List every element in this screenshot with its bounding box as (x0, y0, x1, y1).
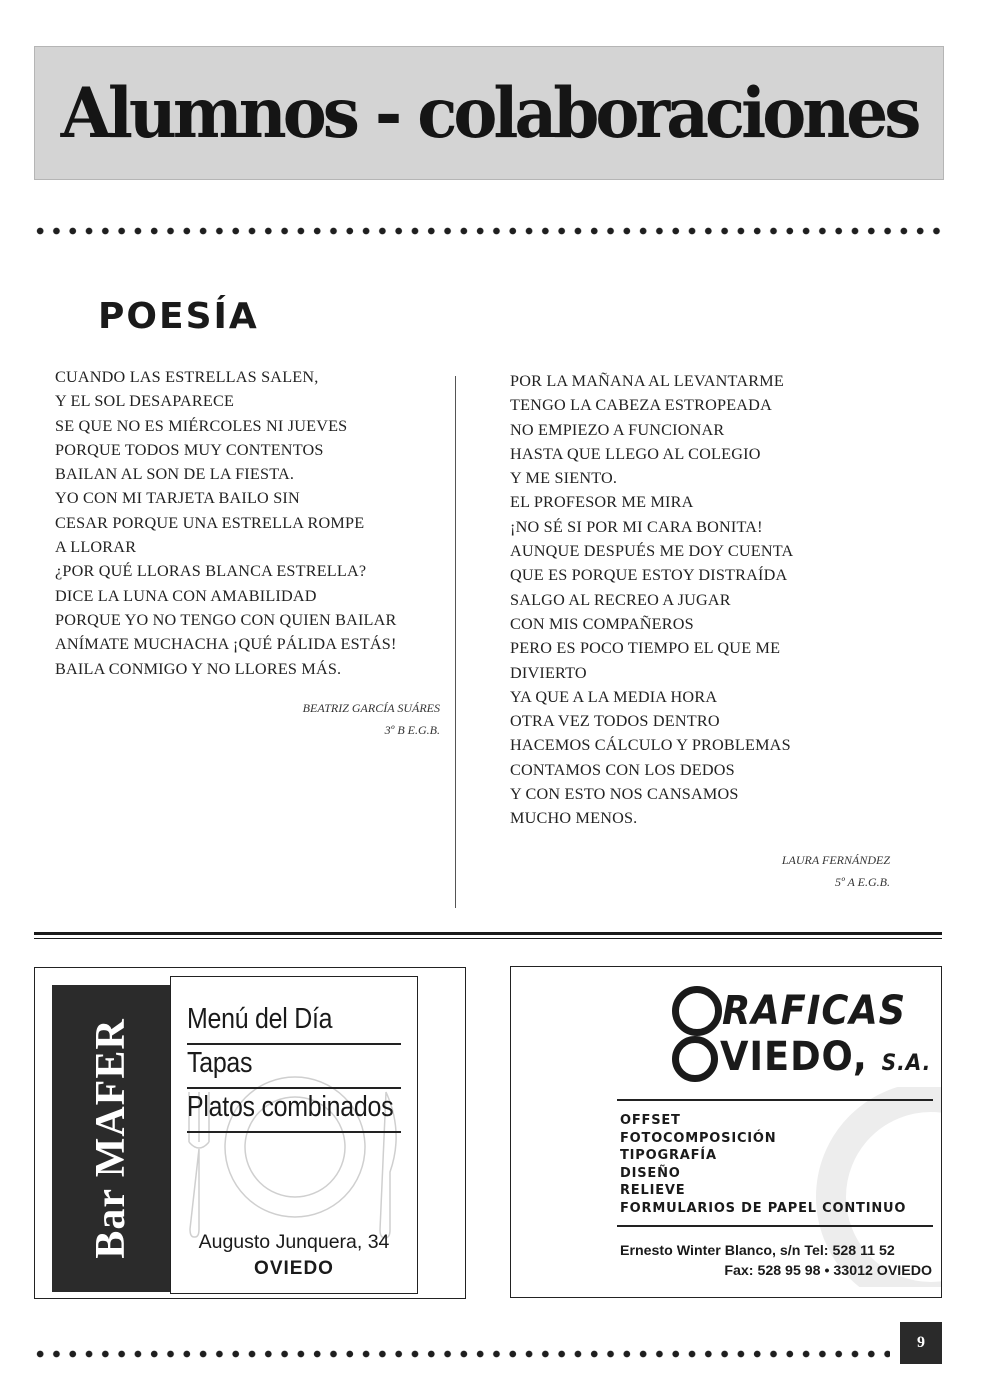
ad-rule (617, 1225, 933, 1227)
menu-item: Menú del Día (187, 1003, 333, 1035)
author-grade: 3º B E.G.B. (384, 723, 440, 737)
page-number: 9 (900, 1322, 942, 1364)
poem-line: CON MIS COMPAÑEROS (510, 614, 694, 633)
ad-rule (617, 1099, 933, 1101)
service-item: FOTOCOMPOSICIÓN (620, 1130, 777, 1146)
bar-city: OVIEDO (254, 1258, 334, 1279)
poem-line: HASTA QUE LLEGO AL COLEGIO (510, 444, 761, 463)
poem-right (510, 369, 910, 831)
poem-line: SE QUE NO ES MIÉRCOLES NI JUEVES (55, 416, 348, 435)
poem-line: ¿POR QUÉ LLORAS BLANCA ESTRELLA? (55, 562, 367, 581)
section-title: POESÍA (98, 296, 259, 337)
poem-line: MUCHO MENOS. (510, 809, 638, 828)
logo-suffix: S.A. (881, 1051, 932, 1076)
poem-line: YO CON MI TARJETA BAILO SIN (55, 489, 300, 508)
author-name: BEATRIZ GARCÍA SUÁRES (302, 701, 440, 715)
page-title: Alumnos - colaboraciones (60, 72, 918, 154)
dotted-divider (32, 225, 944, 237)
section-rule (34, 932, 942, 935)
poem-line: CONTAMOS CON LOS DEDOS (510, 760, 735, 779)
poem-line: CESAR PORQUE UNA ESTRELLA ROMPE (55, 513, 365, 532)
poem-line: CUANDO LAS ESTRELLAS SALEN, (55, 368, 319, 386)
graficas-logo (672, 986, 932, 1090)
bar-address: Augusto Junquera, 34 (198, 1231, 390, 1253)
section-rule-thin (34, 938, 942, 939)
header-banner (34, 46, 944, 180)
service-item: FORMULARIOS DE PAPEL CONTINUO (620, 1200, 907, 1216)
poem-line: BAILAN AL SON DE LA FIESTA. (55, 465, 295, 484)
logo-o-circle (672, 1036, 718, 1082)
poem-line: TENGO LA CABEZA ESTROPEADA (510, 396, 772, 415)
graficas-fax: Fax: 528 95 98 • 33012 OVIEDO (724, 1263, 932, 1279)
poem-left-credit (240, 697, 440, 741)
logo-word-graficas: RAFICAS (722, 988, 907, 1034)
bar-name-strip (52, 985, 170, 1292)
dotted-divider-bottom (32, 1348, 890, 1360)
poem-line: BAILA CONMIGO Y NO LLORES MÁS. (55, 659, 342, 678)
logo-word-oviedo-text: VIEDO, (720, 1034, 868, 1080)
poem-line: Y EL SOL DESAPARECE (55, 392, 235, 411)
poem-line: PERO ES POCO TIEMPO EL QUE ME (510, 639, 781, 658)
bar-name: Bar MAFER (88, 1018, 134, 1259)
service-item: TIPOGRAFÍA (620, 1148, 717, 1163)
poem-line: NO EMPIEZO A FUNCIONAR (510, 420, 725, 439)
logo-word-oviedo (720, 1034, 931, 1080)
poem-line: DICE LA LUNA CON AMABILIDAD (55, 586, 317, 605)
poem-line: YA QUE A LA MEDIA HORA (510, 687, 718, 706)
poem-line: PORQUE TODOS MUY CONTENTOS (55, 440, 324, 459)
menu-rule (187, 1131, 401, 1133)
graficas-address: Ernesto Winter Blanco, s/n Tel: 528 11 52 (620, 1243, 895, 1259)
poem-line: AUNQUE DESPUÉS ME DOY CUENTA (510, 542, 794, 561)
poem-line: SALGO AL RECREO A JUGAR (510, 590, 731, 609)
services-list (620, 1112, 906, 1217)
service-item: OFFSET (620, 1113, 681, 1128)
poem-line: Y CON ESTO NOS CANSAMOS (510, 785, 739, 804)
poem-line: A LLORAR (55, 538, 137, 557)
menu-rule (187, 1043, 401, 1045)
poem-left (55, 365, 445, 681)
poem-line: POR LA MAÑANA AL LEVANTARME (510, 372, 784, 390)
menu-item: Platos combinados (187, 1091, 394, 1123)
poem-line: PORQUE YO NO TENGO CON QUIEN BAILAR (55, 610, 397, 629)
menu-rule (187, 1087, 401, 1089)
poem-line: Y ME SIENTO. (510, 469, 618, 488)
poem-line: OTRA VEZ TODOS DENTRO (510, 712, 720, 731)
graficas-contact (620, 1241, 932, 1281)
menu-item: Tapas (187, 1047, 253, 1079)
poem-line: EL PROFESOR ME MIRA (510, 493, 694, 512)
service-item: RELIEVE (620, 1183, 686, 1198)
bar-menu-box (170, 976, 418, 1294)
poem-line: ANÍMATE MUCHACHA ¡QUÉ PÁLIDA ESTÁS! (55, 635, 397, 654)
poem-line: QUE ES PORQUE ESTOY DISTRAÍDA (510, 566, 788, 585)
author-name: LAURA FERNÁNDEZ (781, 853, 890, 867)
poem-right-credit (690, 849, 890, 893)
column-divider (455, 376, 456, 908)
poem-line: HACEMOS CÁLCULO Y PROBLEMAS (510, 736, 791, 755)
author-grade: 5º A E.G.B. (835, 875, 890, 889)
poem-line: ¡NO SÉ SI POR MI CARA BONITA! (510, 517, 763, 536)
logo-g-circle (672, 986, 722, 1036)
service-item: DISEÑO (620, 1165, 681, 1181)
poem-line: DIVIERTO (510, 663, 587, 682)
